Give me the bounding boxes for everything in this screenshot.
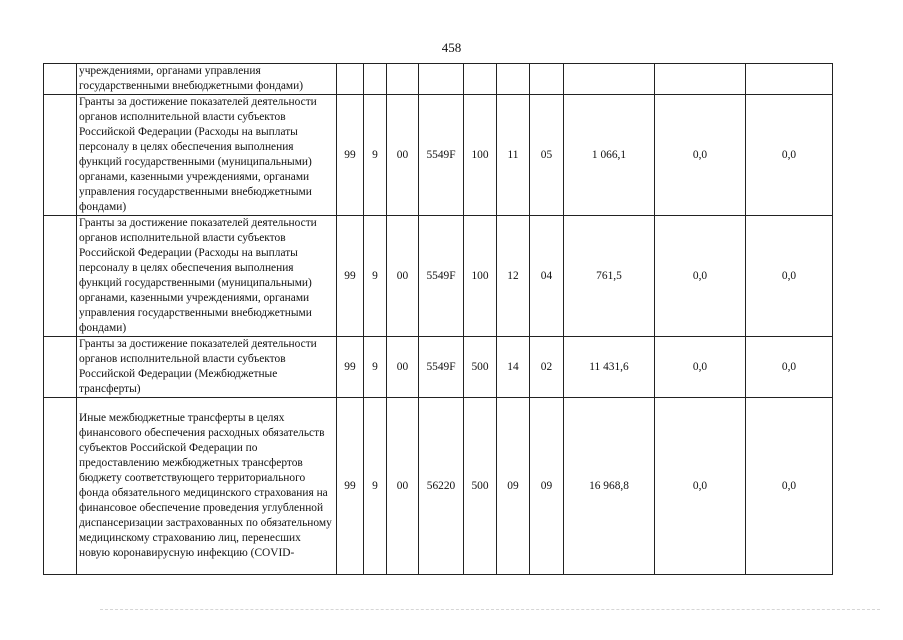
table-row: [44, 95, 833, 216]
direction-code-cell: 5549F: [419, 216, 464, 337]
index-cell: [44, 95, 77, 216]
direction-code-cell: [419, 64, 464, 95]
main-event-code-cell: 00: [387, 398, 419, 575]
subsection-code-cell: 02: [530, 337, 564, 398]
main-event-code-cell: 00: [387, 337, 419, 398]
amount-year2-cell: 0,0: [655, 216, 746, 337]
amount-year1-cell: 1 066,1: [564, 95, 655, 216]
section-code-cell: 12: [497, 216, 530, 337]
page-number: 458: [441, 40, 462, 55]
main-event-code-cell: 00: [387, 216, 419, 337]
subsection-code-cell: 09: [530, 398, 564, 575]
amount-year2-cell: 0,0: [655, 337, 746, 398]
direction-code-cell: 5549F: [419, 95, 464, 216]
index-cell: [44, 216, 77, 337]
main-event-code-cell: 00: [387, 95, 419, 216]
amount-year3-cell: 0,0: [746, 337, 833, 398]
table-row: [44, 216, 833, 337]
subprogram-code-cell: 9: [364, 337, 387, 398]
amount-year2-cell: [655, 64, 746, 95]
expense-name-cell: Гранты за достижение показателей деятельности органов исполнительной власти субъектов Российской Федерации (Расходы на выплаты персоналу в целях обеспечения выполнения функций государственными (муниципальными) органами, казенными учреждениями, органами управления государственными внебюджетными фондами): [77, 216, 337, 337]
amount-year2-cell: 0,0: [655, 398, 746, 575]
index-cell: [44, 398, 77, 575]
expense-name-cell: Гранты за достижение показателей деятельности органов исполнительной власти субъектов Российской Федерации (Расходы на выплаты персоналу в целях обеспечения выполнения функций государственными (муниципальными) органами, казенными учреждениями, органами управления государственными внебюджетными фондами): [77, 95, 337, 216]
amount-year3-cell: 0,0: [746, 95, 833, 216]
expense-type-code-cell: 100: [464, 216, 497, 337]
subsection-code-cell: [530, 64, 564, 95]
main-event-code-cell: [387, 64, 419, 95]
subsection-code-cell: 05: [530, 95, 564, 216]
subprogram-code-cell: 9: [364, 216, 387, 337]
direction-code-cell: 5549F: [419, 337, 464, 398]
amount-year1-cell: 761,5: [564, 216, 655, 337]
table-row: [44, 64, 833, 95]
subsection-code-cell: 04: [530, 216, 564, 337]
expense-name-cell: учреждениями, органами управления государственными внебюджетными фондами): [77, 64, 337, 95]
expense-name-cell: Гранты за достижение показателей деятельности органов исполнительной власти субъектов Российской Федерации (Межбюджетные трансферты): [77, 337, 337, 398]
subprogram-code-cell: [364, 64, 387, 95]
amount-year1-cell: [564, 64, 655, 95]
subprogram-code-cell: 9: [364, 95, 387, 216]
amount-year1-cell: 11 431,6: [564, 337, 655, 398]
table-row: [44, 398, 833, 575]
scan-artifact-line: [100, 609, 880, 610]
expense-type-code-cell: 500: [464, 337, 497, 398]
expense-type-code-cell: 500: [464, 398, 497, 575]
amount-year3-cell: 0,0: [746, 216, 833, 337]
amount-year1-cell: 16 968,8: [564, 398, 655, 575]
program-code-cell: 99: [337, 398, 364, 575]
amount-year3-cell: [746, 64, 833, 95]
program-code-cell: 99: [337, 216, 364, 337]
program-code-cell: 99: [337, 95, 364, 216]
index-cell: [44, 337, 77, 398]
subprogram-code-cell: 9: [364, 398, 387, 575]
expense-name-cell: Иные межбюджетные трансферты в целях финансового обеспечения расходных обязательств субъектов Российской Федерации по предоставлению межбюджетных трансфертов бюджету соответствующего территориального фонда обязательного медицинского страхования на финансовое обеспечение проведения углубленной диспансеризации застрахованных по обязательному медицинскому страхованию лиц, перенесших новую коронавирусную инфекцию (COVID-: [77, 398, 337, 575]
section-code-cell: 09: [497, 398, 530, 575]
program-code-cell: 99: [337, 337, 364, 398]
table-row: [44, 337, 833, 398]
amount-year2-cell: 0,0: [655, 95, 746, 216]
program-code-cell: [337, 64, 364, 95]
expense-type-code-cell: 100: [464, 95, 497, 216]
direction-code-cell: 56220: [419, 398, 464, 575]
budget-table: [43, 63, 833, 575]
amount-year3-cell: 0,0: [746, 398, 833, 575]
expense-type-code-cell: [464, 64, 497, 95]
section-code-cell: 14: [497, 337, 530, 398]
index-cell: [44, 64, 77, 95]
section-code-cell: [497, 64, 530, 95]
section-code-cell: 11: [497, 95, 530, 216]
